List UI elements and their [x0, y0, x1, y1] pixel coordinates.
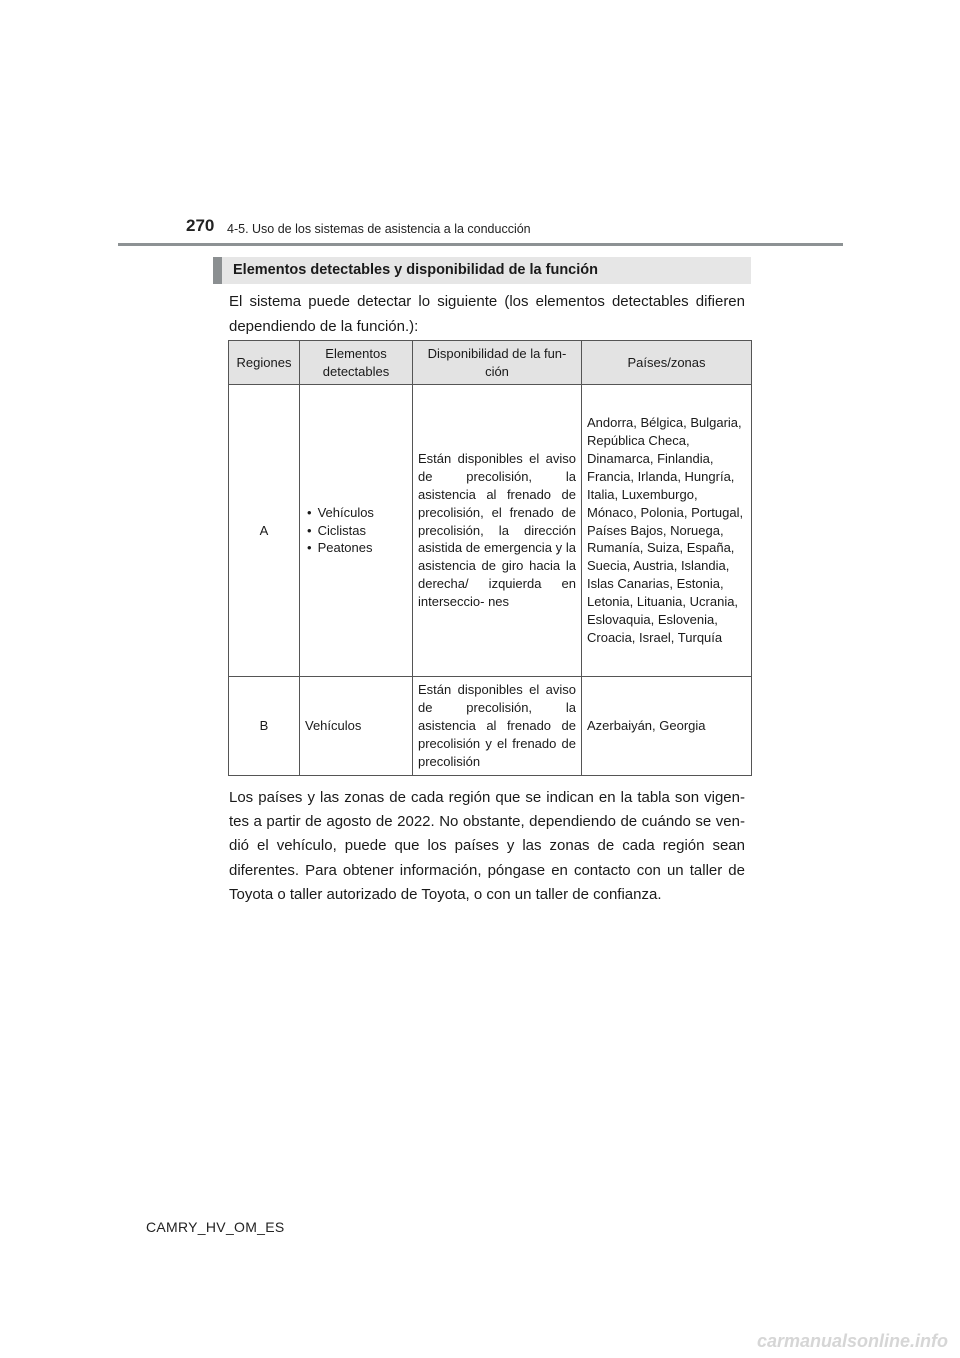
region-cell: A	[229, 385, 300, 677]
header-elementos: Elementos detectables	[300, 341, 413, 385]
intro-paragraph: El sistema puede detectar lo siguiente (los elementos detectables difieren dependiendo de la función.):	[229, 293, 745, 335]
detectables-cell	[300, 385, 413, 677]
detectables-list	[305, 504, 407, 558]
closing-paragraph: Los países y las zonas de cada región que se indican en la tabla son vigen- tes a partir de agosto de 2022. No obstante, dependiendo de cuándo se ven- dió el vehículo, puede que los países y las zonas de cada región sean diferentes. Para obtener información, póngase en contacto con un taller de Toyota o taller autorizado de Toyota, o con un taller de confianza.	[229, 789, 745, 903]
list-item: • Peatones	[307, 539, 407, 557]
detectables-table	[228, 340, 752, 776]
header-regiones: Regiones	[229, 341, 300, 385]
list-item: • Ciclistas	[307, 522, 407, 540]
header-paises: Países/zonas	[582, 341, 752, 385]
availability-cell: Están disponibles el aviso de precolisión, la asistencia al frenado de precolisión, el frenado de precolisión, la dirección asistida de emergencia y la asistencia de giro hacia la derecha/ izquierda en interseccio- nes	[413, 385, 582, 677]
list-item: • Vehículos	[307, 504, 407, 522]
document-code: CAMRY_HV_OM_ES	[146, 1219, 285, 1235]
header-rule	[118, 243, 843, 246]
table-row	[229, 385, 752, 677]
availability-cell: Están disponibles el aviso de precolisión, la asistencia al frenado de precolisión y el frenado de precolisión	[413, 677, 582, 776]
table-header-row	[229, 341, 752, 385]
watermark: carmanualsonline.info	[756, 1331, 948, 1351]
detectables-cell: Vehículos	[300, 677, 413, 776]
region-cell: B	[229, 677, 300, 776]
header-disponibilidad: Disponibilidad de la fun- ción	[413, 341, 582, 385]
table-row	[229, 677, 752, 776]
countries-cell: Andorra, Bélgica, Bulgaria, República Checa, Dinamarca, Finlandia, Francia, Irlanda, Hungría, Italia, Luxemburgo, Mónaco, Polonia, Portugal, Países Bajos, Noruega, Rumanía, Suiza, España, Suecia, Austria, Islandia, Islas Canarias, Estonia, Letonia, Lituania, Ucrania, Eslovaquia, Eslovenia, Croacia, Israel, Turquía	[582, 385, 752, 677]
countries-cell: Azerbaiyán, Georgia	[582, 677, 752, 776]
section-heading: Elementos detectables y disponibilidad de la función	[213, 257, 751, 284]
section-path: 4-5. Uso de los sistemas de asistencia a la conducción	[227, 222, 531, 236]
page-number: 270	[186, 216, 215, 235]
